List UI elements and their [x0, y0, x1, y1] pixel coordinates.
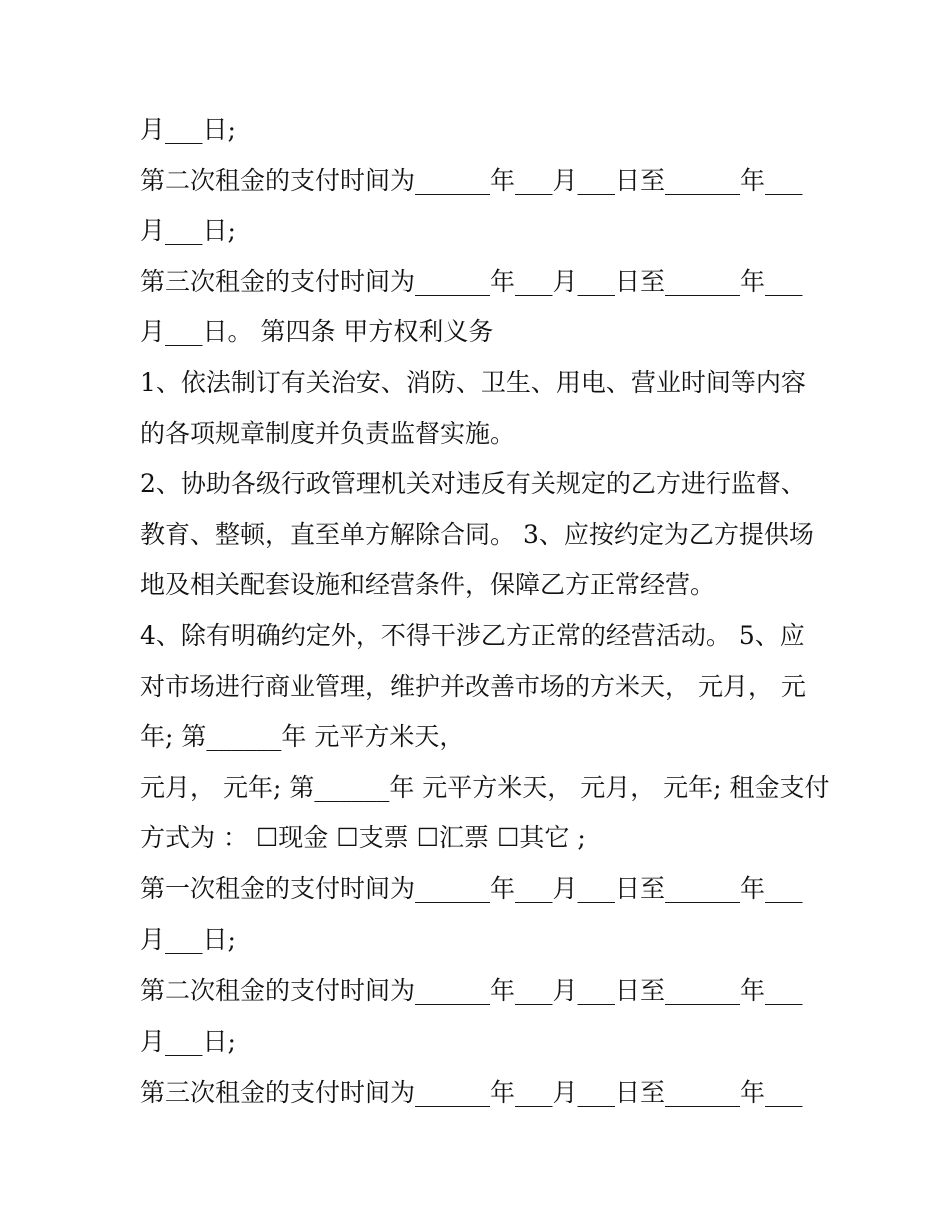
text-line: 年; 第______年 元平方米天， [140, 722, 465, 751]
text-line: 月___日; [140, 216, 236, 245]
text-line: 教育、整顿，直至单方解除合同。 3、应按约定为乙方提供场 [140, 520, 814, 549]
text-line: 1、依法制订有关治安、消防、卫生、用电、营业时间等内容 [140, 368, 806, 397]
text-line: 月___日; [140, 1027, 236, 1056]
text-line: 的各项规章制度并负责监督实施。 [140, 419, 516, 448]
text-line: 第三次租金的支付时间为______年___月___日至______年___ [140, 1078, 803, 1107]
text-line: 月___日。 第四条 甲方权利义务 [140, 317, 494, 346]
text-line: 第三次租金的支付时间为______年___月___日至______年___ [140, 267, 803, 296]
text-line: 4、除有明确约定外，不得干涉乙方正常的经营活动。 5、应 [140, 621, 805, 650]
text-line: 元月， 元年; 第______年 元平方米天， 元月， 元年; 租金支付 [140, 773, 830, 802]
text-line: 方式为 ： ☐现金 ☐支票 ☐汇票 ☐其它 ; [140, 823, 586, 852]
text-line: 第一次租金的支付时间为______年___月___日至______年___ [140, 874, 803, 903]
text-line: 第二次租金的支付时间为______年___月___日至______年___ [140, 976, 803, 1005]
text-line: 对市场进行商业管理，维护并改善市场的方米天， 元月， 元 [140, 672, 806, 701]
text-line: 月___日; [140, 925, 236, 954]
text-line: 2、协助各级行政管理机关对违反有关规定的乙方进行监督、 [140, 469, 806, 498]
text-line: 地及相关配套设施和经营条件，保障乙方正常经营。 [140, 570, 716, 599]
text-line: 月___日; [140, 115, 236, 144]
text-line: 第二次租金的支付时间为______年___月___日至______年___ [140, 166, 803, 195]
